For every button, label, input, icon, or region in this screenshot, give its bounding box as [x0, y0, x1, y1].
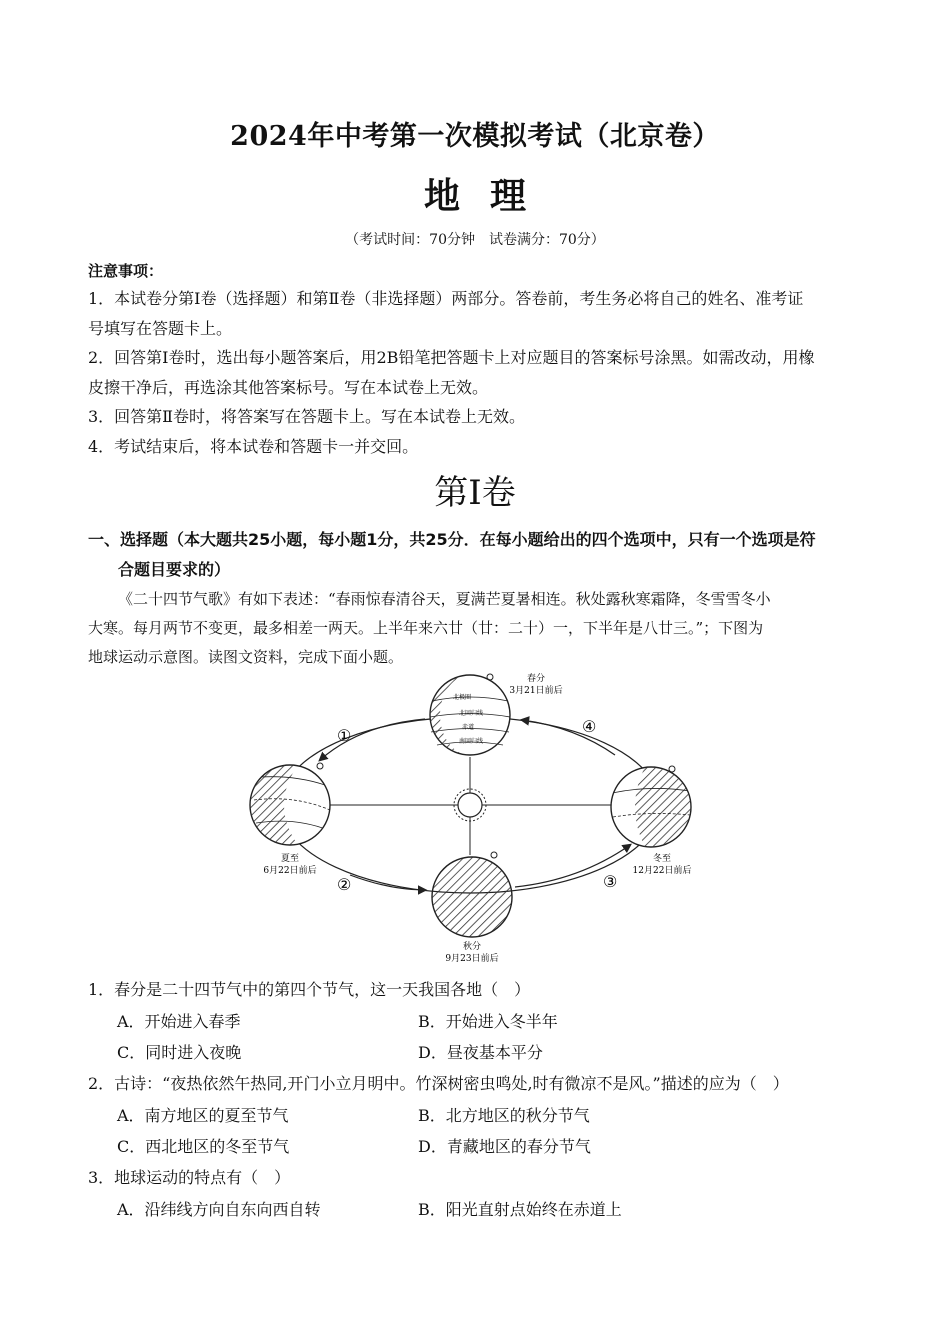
note-line: 1．本试卷分第Ⅰ卷（选择题）和第Ⅱ卷（非选择题）两部分。答卷前，考生务必将自己的姓名、准考证 — [88, 289, 804, 308]
spring-label: 春分 — [526, 674, 546, 684]
intro-line-3: 地球运动示意图。读图文资料，完成下面小题。 — [88, 648, 404, 666]
question-1-option-a[interactable]: A．开始进入春季 — [117, 1012, 241, 1031]
question-1-option-b[interactable]: B．开始进入冬半年 — [418, 1012, 558, 1031]
globe-summer — [250, 763, 330, 845]
autumn-label: 秋分 — [462, 942, 482, 952]
question-1-option-c[interactable]: C．同时进入夜晚 — [117, 1043, 242, 1062]
question-2-option-d[interactable]: D．青藏地区的春分节气 — [418, 1137, 591, 1156]
question-2-option-b[interactable]: B．北方地区的秋分节气 — [418, 1106, 590, 1125]
earth-motion-diagram — [240, 665, 710, 970]
label-2: ② — [337, 875, 352, 894]
question-2-option-a[interactable]: A．南方地区的夏至节气 — [117, 1106, 289, 1125]
question-2-stem: 2．古诗：“夜热依然午热同,开门小立月明中。竹深树密虫鸣处,时有微凉不是风。”描述的应为（ ） — [88, 1074, 789, 1093]
note-line: 2．回答第Ⅰ卷时，选出每小题答案后，用2B铅笔把答题卡上对应题目的答案标号涂黑。如需改动，用橡 — [88, 348, 815, 367]
sun-icon — [454, 789, 486, 821]
exam-title: 2024年中考第一次模拟考试（北京卷） — [230, 121, 720, 152]
note-line: 号填写在答题卡上。 — [88, 319, 233, 338]
question-3-option-a[interactable]: A．沿纬线方向自东向西自转 — [117, 1200, 321, 1219]
globe-spring — [430, 674, 510, 755]
question-3-option-b[interactable]: B．阳光直射点始终在赤道上 — [418, 1200, 622, 1219]
intro-paragraph — [88, 585, 863, 672]
question-2-option-c[interactable]: C．西北地区的冬至节气 — [117, 1137, 290, 1156]
autumn-date: 9月23日前后 — [445, 954, 499, 964]
winter-label: 冬至 — [652, 854, 672, 864]
part-title: 第Ⅰ卷 — [434, 473, 516, 513]
summer-date: 6月22日前后 — [263, 866, 317, 876]
orbit-arrow-1 — [320, 719, 425, 760]
globe-autumn — [432, 852, 512, 937]
globe-winter — [611, 766, 691, 847]
section-heading — [88, 525, 868, 585]
question-1-option-d[interactable]: D．昼夜基本平分 — [418, 1043, 543, 1062]
note-line: 3．回答第Ⅱ卷时，将答案写在答题卡上。写在本试卷上无效。 — [88, 407, 526, 426]
line-label-capricorn: 南回归线 — [459, 738, 484, 745]
line-label-equator: 赤道 — [462, 724, 475, 731]
label-4: ④ — [582, 717, 597, 736]
subject-title: 地理 — [423, 175, 556, 217]
question-1-stem: 1．春分是二十四节气中的第四个节气，这一天我国各地（ ） — [88, 980, 531, 999]
orbit-arrow-4 — [522, 720, 615, 755]
intro-line-2: 大寒。每月两节不变更，最多相差一两天。上半年来六廿（廿：二十）一，下半年是八廿三。”；下图为 — [88, 619, 764, 637]
question-3-stem: 3．地球运动的特点有（ ） — [88, 1168, 291, 1187]
time-note: （考试时间：70分钟 试卷满分：70分） — [345, 232, 605, 248]
intro-line-1: 《二十四节气歌》有如下表述：“春雨惊春清谷天，夏满芒夏暑相连。秋处露秋寒霜降，冬雪雪冬小 — [118, 590, 771, 608]
section-line-2: 合题目要求的） — [118, 560, 231, 579]
summer-label: 夏至 — [280, 854, 300, 864]
line-label-arctic: 北极圈 — [453, 694, 472, 701]
line-label-cancer: 北回归线 — [459, 710, 484, 717]
section-line-1: 一、选择题（本大题共25小题，每小题1分，共25分．在每小题给出的四个选项中，只有一个选项是符 — [88, 530, 816, 549]
label-1: ① — [337, 726, 352, 745]
winter-date: 12月22日前后 — [632, 866, 692, 876]
label-3: ③ — [603, 872, 618, 891]
notes-heading: 注意事项： — [88, 262, 164, 280]
spring-date: 3月21日前后 — [509, 686, 563, 696]
note-line: 4．考试结束后，将本试卷和答题卡一并交回。 — [88, 437, 419, 456]
note-line: 皮擦干净后，再选涂其他答案标号。写在本试卷上无效。 — [88, 378, 489, 397]
